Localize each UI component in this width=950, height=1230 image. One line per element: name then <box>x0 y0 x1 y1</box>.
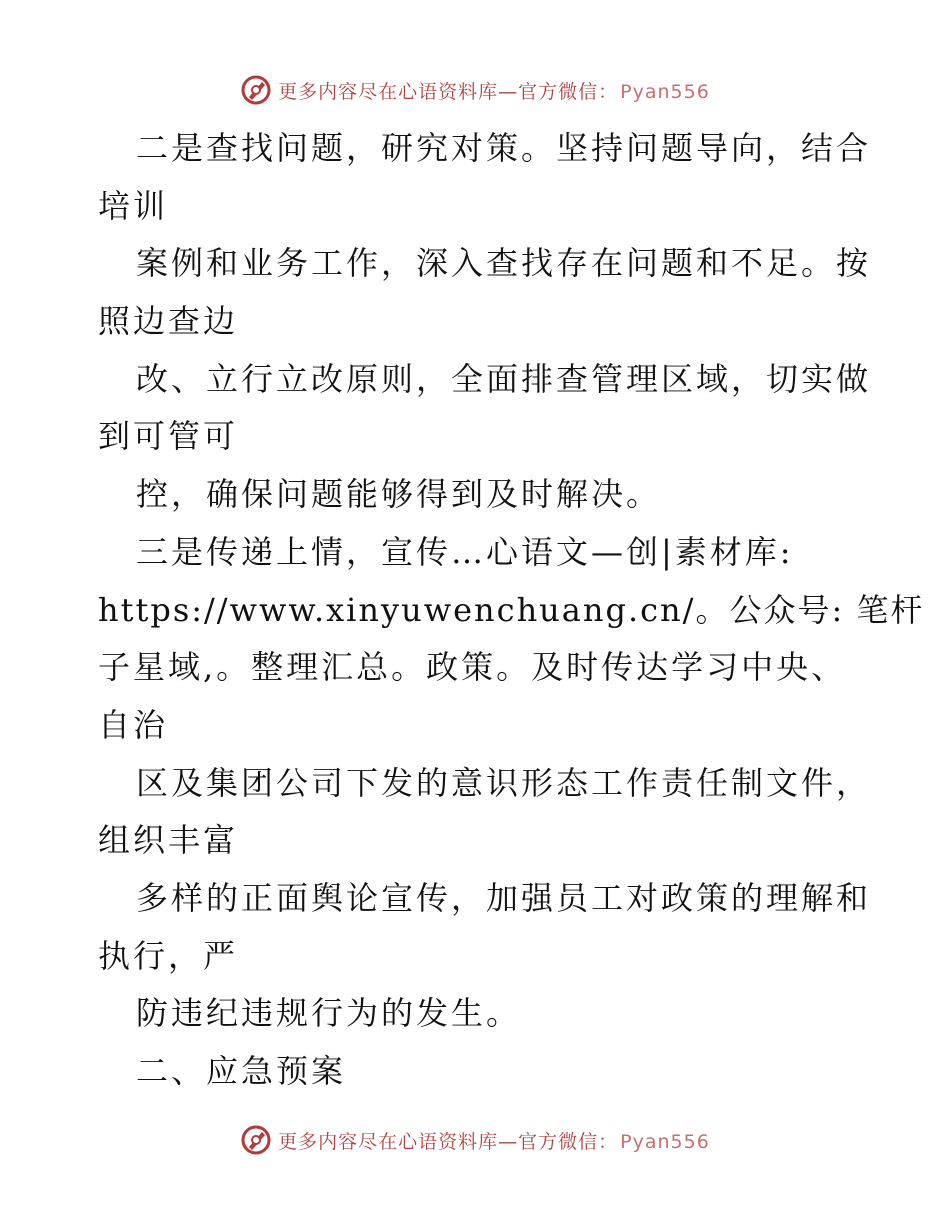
paragraph-line: 案例和业务工作，深入查找存在问题和不足。按 <box>136 244 872 283</box>
paragraph-line: 组织丰富 <box>98 821 239 860</box>
document-body <box>98 120 925 1101</box>
paragraph-line: 三是传递上情，宣传…心语文—创|素材库: <box>136 532 794 571</box>
paragraph-line: 自治 <box>98 705 169 744</box>
pen-logo-icon <box>240 1124 272 1156</box>
watermark-label: 更多内容尽在心语资料库—官方微信： Pyan556 <box>278 1130 710 1153</box>
paragraph-line: 控，确保问题能够得到及时解决。 <box>136 475 662 514</box>
section-heading: 二、应急预案 <box>136 1052 347 1090</box>
paragraph-line: 改、立行立改原则，全面排查管理区域，切实做 <box>136 359 872 398</box>
paragraph-line: 防违纪违规行为的发生。 <box>136 994 522 1033</box>
paragraph-line-url: https://www.xinyuwenchuang.cn/。公众号: 笔杆 <box>98 590 925 629</box>
header-watermark <box>0 70 950 110</box>
paragraph-line: 子星域,。整理汇总。政策。及时传达学习中央、 <box>98 648 847 687</box>
watermark-label: 更多内容尽在心语资料库—官方微信： Pyan556 <box>278 80 710 103</box>
paragraph-line: 照边查边 <box>98 302 239 341</box>
paragraph-line: 区及集团公司下发的意识形态工作责任制文件， <box>136 763 872 802</box>
pen-logo-icon <box>240 74 272 106</box>
paragraph-line: 培训 <box>98 186 169 225</box>
paragraph-line: 多样的正面舆论宣传，加强员工对政策的理解和 <box>136 878 872 917</box>
paragraph-line: 二是查找问题，研究对策。坚持问题导向，结合 <box>136 129 872 167</box>
footer-watermark <box>0 1120 950 1160</box>
paragraph-line: 执行，严 <box>98 936 239 975</box>
paragraph-line: 到可管可 <box>98 417 239 456</box>
